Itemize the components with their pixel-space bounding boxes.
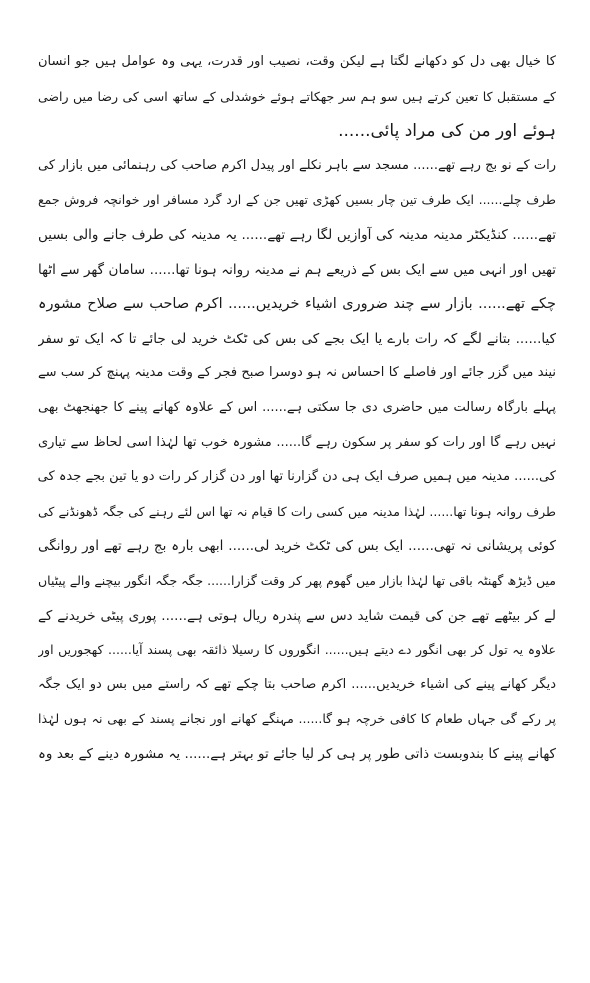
- text-line: طرف روانہ ہونا تھا...... لہٰذا مدینہ میں کسی رات کا قیام نہ تھا اس لئے رہنے کی جگہ ڈھونڈنے کی: [38, 503, 556, 519]
- text-line: کی...... مدینہ میں ہمیں صرف ایک ہی دن گزارنا تھا اور دن گزار کر رات دو یا تین بجے جدہ کی: [38, 469, 556, 485]
- text-line: دیگر کھانے پینے کی اشیاء خریدیں...... اکرم صاحب بتا چکے تھے کہ راستے میں بس دو ایک جگہ: [38, 676, 556, 692]
- text-line: ہوئے اور من کی مراد پائی......: [338, 121, 556, 142]
- text-line: تھے...... کنڈیکٹر مدینہ مدینہ کی آوازیں لگا رہے تھے...... یہ مدینہ کی طرف جانے والی بسیں: [38, 226, 556, 243]
- text-line: لے کر بیٹھے تھے جن کی قیمت شاید دس سے پندرہ ریال ہوتی ہے...... پوری پیٹی خریدنے کے: [38, 607, 556, 624]
- text-line: کا خیال بھی دل کو دکھانے لگتا ہے لیکن وقت، نصیب اور قدرت، یہی وہ عوامل ہیں جو انسان: [38, 54, 556, 69]
- text-line: پہلے بارگاہ رسالت میں حاضری دی جا سکتی ہے...... اس کے علاوہ کھانے پینے کا جھنجھٹ بھی: [38, 399, 556, 415]
- text-line: نیند میں گزر جائے اور فاصلے کا احساس نہ ہو دوسرا صبح فجر کے وقت مدینہ پہنچ کر سب سے: [38, 365, 556, 381]
- text-line: طرف چلے...... ایک طرف تین چار بسیں کھڑی تھیں جن کے ارد گرد مسافر اور خوانچہ فروش جمع: [38, 192, 556, 208]
- text-line: میں ڈیڑھ گھنٹہ باقی تھا لہٰذا بازار میں گھوم پھر کر وقت گزارا...... جگہ جگہ انگور بیچنے والے پیٹیاں: [38, 572, 556, 588]
- text-line: رات کے نو بج رہے تھے...... مسجد سے باہر نکلے اور پیدل اکرم صاحب کی رہنمائی میں بازار کی: [38, 157, 556, 173]
- text-line: کے مستقبل کا تعین کرتے ہیں سو ہم سر جھکاتے ہوئے خوشدلی کے ساتھ اسی کی رضا میں راضی: [38, 88, 556, 104]
- text-line: کوئی پریشانی نہ تھی...... ایک بس کی ٹکٹ خرید لی...... ابھی بارہ بج رہے تھے اور روانگی: [38, 538, 556, 555]
- text-line: کیا...... بتانے لگے کہ رات بارے یا ایک بجے کی بس کی ٹکٹ خرید لی جائے تا کہ ایک تو سفر: [38, 330, 556, 347]
- text-line: پر رکے گی جہاں طعام کا کافی خرچہ ہو گا...... مہنگے کھانے اور نجانے پسند کے بھی نہ ہوں لہٰذا: [38, 711, 556, 727]
- text-line: علاوہ یہ تول کر بھی انگور دے دیتے ہیں...... انگوروں کا رسیلا ذائقہ بھی پسند آیا...... کھجوریں اور: [38, 642, 556, 658]
- document-page: [38, 45, 556, 945]
- text-line: چکے تھے...... بازار سے چند ضروری اشیاء خریدیں...... اکرم صاحب سے صلاح مشورہ: [38, 296, 556, 313]
- text-line: کھانے پینے کا بندوبست ذاتی طور پر ہی کر لیا جائے تو بہتر ہے...... یہ مشورہ دینے کے بعد وہ: [38, 745, 556, 762]
- text-line: نہیں رہے گا اور رات کو سفر پر سکون رہے گا...... مشورہ خوب تھا لہٰذا اسی لحاظ سے تیاری: [38, 434, 556, 450]
- text-line: تھیں اور انہی میں سے ایک بس کے ذریعے ہم نے مدینہ روانہ ہونا تھا...... سامان گھر سے اٹھا: [38, 261, 556, 278]
